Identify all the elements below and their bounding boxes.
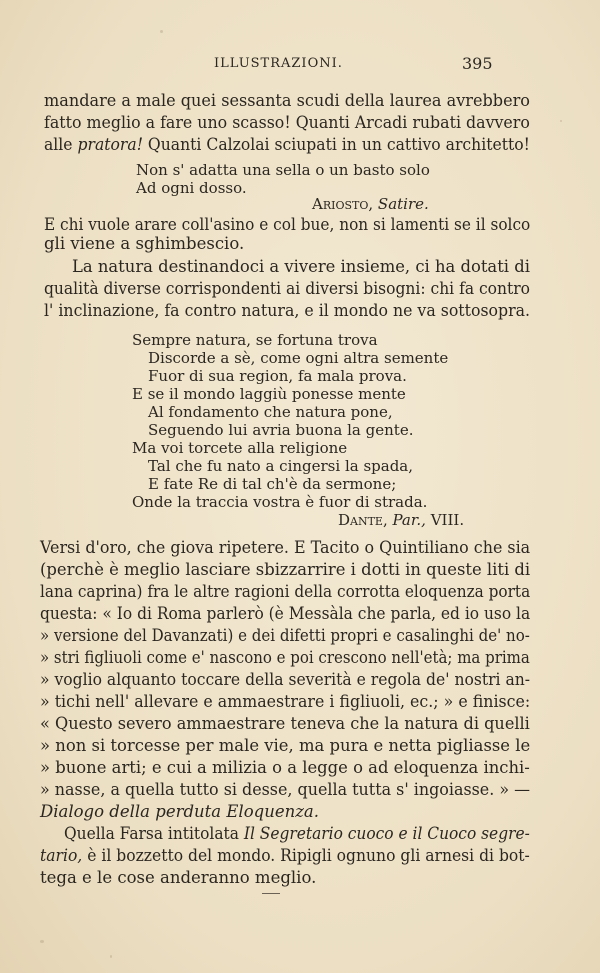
verse-line: Al fondamento che natura pone,: [148, 403, 393, 421]
paper-fleck: [160, 30, 163, 33]
text-line: E chi vuole arare coll'asino e col bue, non si lamenti se il solco: [44, 215, 531, 234]
verse-attribution: Dante, Par., VIII.: [338, 511, 465, 529]
text-line: lana caprina) fra le altre ragioni della corrotta eloquenza porta: [40, 582, 531, 601]
verse-line: Onde la traccia vostra è fuor di strada.: [132, 493, 428, 511]
verse-line: Fuor di sua region, fa mala prova.: [148, 367, 407, 385]
verse-line: Seguendo lui avria buona la gente.: [148, 421, 414, 439]
quote-line: Ad ogni dosso.: [136, 179, 247, 197]
text-line: Quella Farsa intitolata Il Segretario cuoco e il Cuoco segre-: [64, 824, 530, 843]
text-line: Dialogo della perduta Eloquenza.: [40, 802, 319, 821]
text-line: La natura destinandoci a vivere insieme, ci ha dotati di: [72, 257, 530, 276]
text-line: alle pratora! Quanti Calzolai sciupati in un cattivo architetto!: [44, 135, 530, 154]
text-line: questa: « Io di Roma parlerò (è Messàla che parla, ed io uso la: [40, 604, 531, 623]
verse-line: Tal che fu nato a cingersi la spada,: [148, 457, 414, 475]
text-line: » voglio alquanto toccare della severità e regola de' nostri an-: [40, 670, 531, 689]
text-line: fatto meglio a fare uno scasso! Quanti Arcadi rubati davvero: [44, 113, 530, 132]
text-line: » tichi nell' allevare e ammaestrare i figliuoli, ec.; » e finisce:: [40, 692, 531, 711]
paper-fleck: [40, 940, 44, 943]
text-line: » buone arti; e cui a milizia o a legge o ad eloquenza inchi-: [40, 758, 530, 777]
text-line: gli viene a sghimbescio.: [44, 234, 245, 253]
quote-attribution: Ariosto, Satire.: [312, 195, 429, 213]
running-header: ILLUSTRAZIONI.: [214, 56, 343, 71]
text-line: (perchè è meglio lasciare sbizzarrire i dotti in queste liti di: [40, 560, 531, 579]
verse-line: Discorde a sè, come ogni altra semente: [148, 349, 449, 367]
verse-line: Sempre natura, se fortuna trova: [132, 331, 378, 349]
text-line: « Questo severo ammaestrare teneva che la natura di quelli: [40, 714, 530, 733]
text-line: l' inclinazione, fa contro natura, e il mondo ne va sottosopra.: [44, 301, 531, 320]
paper-fleck: [110, 955, 112, 958]
text-line: Versi d'oro, che giova ripetere. E Tacito o Quintiliano che sia: [40, 538, 531, 557]
text-line: » nasse, a quella tutto si desse, quella tutta s' ingoiasse. » —: [40, 780, 531, 799]
closing-rule: [262, 893, 280, 894]
text-line: » versione del Davanzati) e dei difetti propri e casalinghi de' no-: [40, 626, 530, 645]
verse-line: Ma voi torcete alla religione: [132, 439, 348, 457]
page-number: 395: [462, 54, 493, 73]
text-line: » stri figliuoli come e' nascono e poi crescono nell'età; ma prima: [40, 648, 530, 667]
text-line: mandare a male quei sessanta scudi della laurea avrebbero: [44, 91, 531, 110]
text-line: tega e le cose anderanno meglio.: [40, 868, 317, 887]
paper-fleck: [560, 120, 562, 122]
text-line: qualità diverse corrispondenti ai diversi bisogni: chi fa contro: [44, 279, 530, 298]
verse-line: E se il mondo laggiù ponesse mente: [132, 385, 406, 403]
text-line: » non si torcesse per male vie, ma pura e netta pigliasse le: [40, 736, 531, 755]
verse-line: E fate Re di tal ch'è da sermone;: [148, 475, 397, 493]
text-line: tario, è il bozzetto del mondo. Ripigli ognuno gli arnesi di bot-: [40, 846, 530, 865]
quote-line: Non s' adatta una sella o un basto solo: [136, 161, 430, 179]
